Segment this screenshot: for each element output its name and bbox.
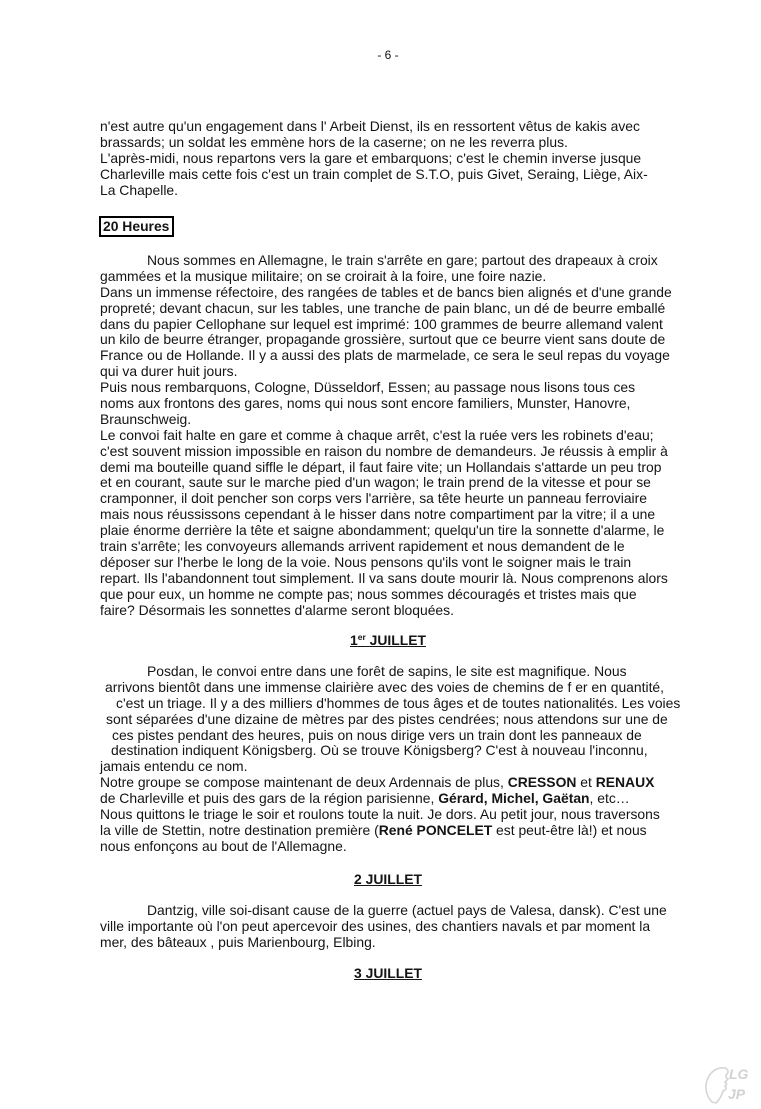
text-line: que pour eux, un homme ne compte pas; nous sommes découragés et tristes mais que: [100, 585, 637, 602]
text-line: plaie énorme derrière la tête et saigne abondamment; quelqu'un tire la sonnette d'alarme, le: [100, 522, 665, 539]
text-line: France ou de Hollande. Il y a aussi des plats de marmelade, ce sera le seul repas du voyage: [100, 347, 670, 364]
text-line: qui va durer huit jours.: [100, 363, 238, 380]
text-line: n'est autre qu'un engagement dans l' Arbeit Dienst, ils en ressortent vêtus de kakis avec: [100, 118, 640, 134]
text-line: arrivons bientôt dans une immense clairière avec des voies de chemins de f er en quantité,: [105, 678, 665, 695]
text-line: un kilo de beurre étranger, propagande grossière, surtout que ce beurre vient sans doute de: [100, 331, 666, 348]
person-name: RENAUX: [595, 774, 655, 791]
section-heading-1-juillet: [100, 632, 676, 648]
text-line: Nous quittons le triage le soir et roulons toute la nuit. Je dors. Au petit jour, nous traversons: [100, 806, 660, 823]
text-segment: est peut-être là!) et nous: [492, 821, 647, 838]
text-line: Posdan, le convoi entre dans une forêt de sapins, le site est magnifique. Nous: [147, 663, 627, 679]
text-line: Charleville mais cette fois c'est un train complet de S.T.O, puis Givet, Seraing, Liège, Aix-: [100, 165, 648, 182]
heading-day: 1: [350, 632, 358, 648]
text-line: et en courant, saute sur le marche pied d'un wagon; le train prend de la vitesse et pour se: [100, 474, 651, 491]
text-line: mais nous réussissons cependant à le hisser dans notre compartiment par la vitre; il a une: [100, 506, 656, 523]
text-line: La Chapelle.: [100, 181, 178, 198]
text-line: ville importante où l'on peut apercevoir des usines, des chantiers navals et par moment la: [100, 917, 651, 934]
text-line: c'est un triage. Il y a des milliers d'hommes de tous âges et de toutes nationalités. Les voies: [116, 694, 681, 711]
text-line: [100, 791, 676, 807]
text-line: dans du papier Cellophane sur lequel est imprimé: 100 grammes de beurre allemand valent: [100, 315, 663, 332]
person-name: CRESSON: [507, 774, 577, 791]
watermark-letters-top: LG: [729, 1066, 749, 1082]
person-names: Gérard, Michel, Gaëtan: [438, 790, 590, 807]
text-segment: la ville de Stettin, notre destination première (: [100, 821, 379, 838]
text-line: mer, des bâteaux , puis Marienbourg, Elbing.: [100, 933, 376, 950]
text-line: [100, 823, 676, 839]
heading-day-suffix: er: [357, 632, 366, 642]
text-line: [100, 775, 676, 791]
date-heading: 3 JUILLET: [354, 965, 422, 981]
date-heading: 2 JUILLET: [354, 871, 422, 887]
person-name: René PONCELET: [378, 821, 493, 838]
text-segment: de Charleville et puis des gars de la région parisienne,: [100, 790, 439, 807]
intro-paragraph: [100, 119, 676, 198]
text-segment: et: [576, 774, 596, 791]
text-line: cramponner, il doit pencher son corps vers l'arrière, sa tête heurte un panneau ferroviaire: [100, 490, 647, 507]
text-line: brassards; un soldat les emmène hors de la caserne; on ne les reverra plus.: [100, 133, 568, 150]
watermark-letters-bottom: JP: [728, 1086, 746, 1102]
text-line: Le convoi fait halte en gare et comme à chaque arrêt, c'est la ruée vers les robinets d'eau;: [100, 426, 654, 443]
section-2-juillet-paragraph: [100, 903, 676, 951]
section-heading-2-juillet: [100, 871, 676, 887]
text-line: destination indiquent Königsberg. Où se trouve Königsberg? C'est à nouveau l'inconnu,: [111, 742, 648, 759]
text-line: déposer sur l'herbe le long de la voie. Nous pensons qu'ils vont le soigner mais le train: [100, 553, 632, 570]
text-line: Nous sommes en Allemagne, le train s'arrête en gare; partout des drapeaux à croix: [147, 252, 658, 268]
text-line: Braunschweig.: [100, 410, 192, 427]
page-number: - 6 -: [377, 48, 399, 62]
text-line: propreté; devant chacun, sur les tables, une tranche de pain blanc, un dé de beurre emballé: [100, 299, 666, 316]
section-1-juillet-paragraph: [100, 663, 681, 855]
time-heading-box: 20 Heures: [99, 216, 174, 237]
text-line: noms aux frontons des gares, noms qui nous sont encore familiers, Munster, Hanovre,: [100, 395, 631, 412]
heading-month: JUILLET: [369, 632, 426, 648]
text-line: faire? Désormais les sonnettes d'alarme seront bloquées.: [100, 601, 454, 618]
text-line: Dantzig, ville soi-disant cause de la guerre (actuel pays de Valesa, dansk). C'est une: [147, 902, 667, 918]
text-segment: , etc…: [589, 790, 630, 807]
section-heading-3-juillet: [100, 965, 676, 981]
watermark-logo: [698, 1062, 756, 1106]
text-line: sont séparées d'une dizaine de mètres par des pistes cendrées; nous attendons sur une de: [106, 710, 668, 727]
text-line: ces pistes pendant des heures, puis on nous dirige vers un train dont les panneaux de: [112, 726, 642, 743]
text-line: nous enfonçons au bout de l'Allemagne.: [100, 837, 347, 854]
text-segment: Notre groupe se compose maintenant de deux Ardennais de plus,: [100, 774, 508, 791]
text-line: gammées et la musique militaire; on se croirait à la foire, une foire nazie.: [100, 267, 547, 284]
text-line: jamais entendu ce nom.: [100, 758, 248, 775]
text-line: Dans un immense réfectoire, des rangées de tables et de bancs bien alignés et d'une grande: [100, 283, 672, 300]
text-line: repart. Ils l'abandonnent tout simplement. Il va sans doute mourir là. Nous comprenons alors: [100, 569, 668, 586]
text-line: train s'arrête; les convoyeurs allemands arrivent rapidement et nous demandent de le: [100, 538, 625, 555]
text-line: Puis nous rembarquons, Cologne, Düsseldorf, Essen; au passage nous lisons tous ces: [100, 379, 636, 396]
date-heading: [350, 632, 426, 648]
head-profile-icon: [706, 1068, 728, 1103]
text-line: L'après-midi, nous repartons vers la gare et embarquons; c'est le chemin inverse jusque: [100, 149, 642, 166]
text-line: demi ma bouteille quand siffle le départ, il faut faire vite; un Hollandais s'attarde un peu trop: [100, 458, 662, 475]
section-20h-paragraph: [100, 253, 676, 618]
text-line: c'est souvent mission impossible en raison du nombre de demandeurs. Je réussis à emplir à: [100, 442, 668, 459]
